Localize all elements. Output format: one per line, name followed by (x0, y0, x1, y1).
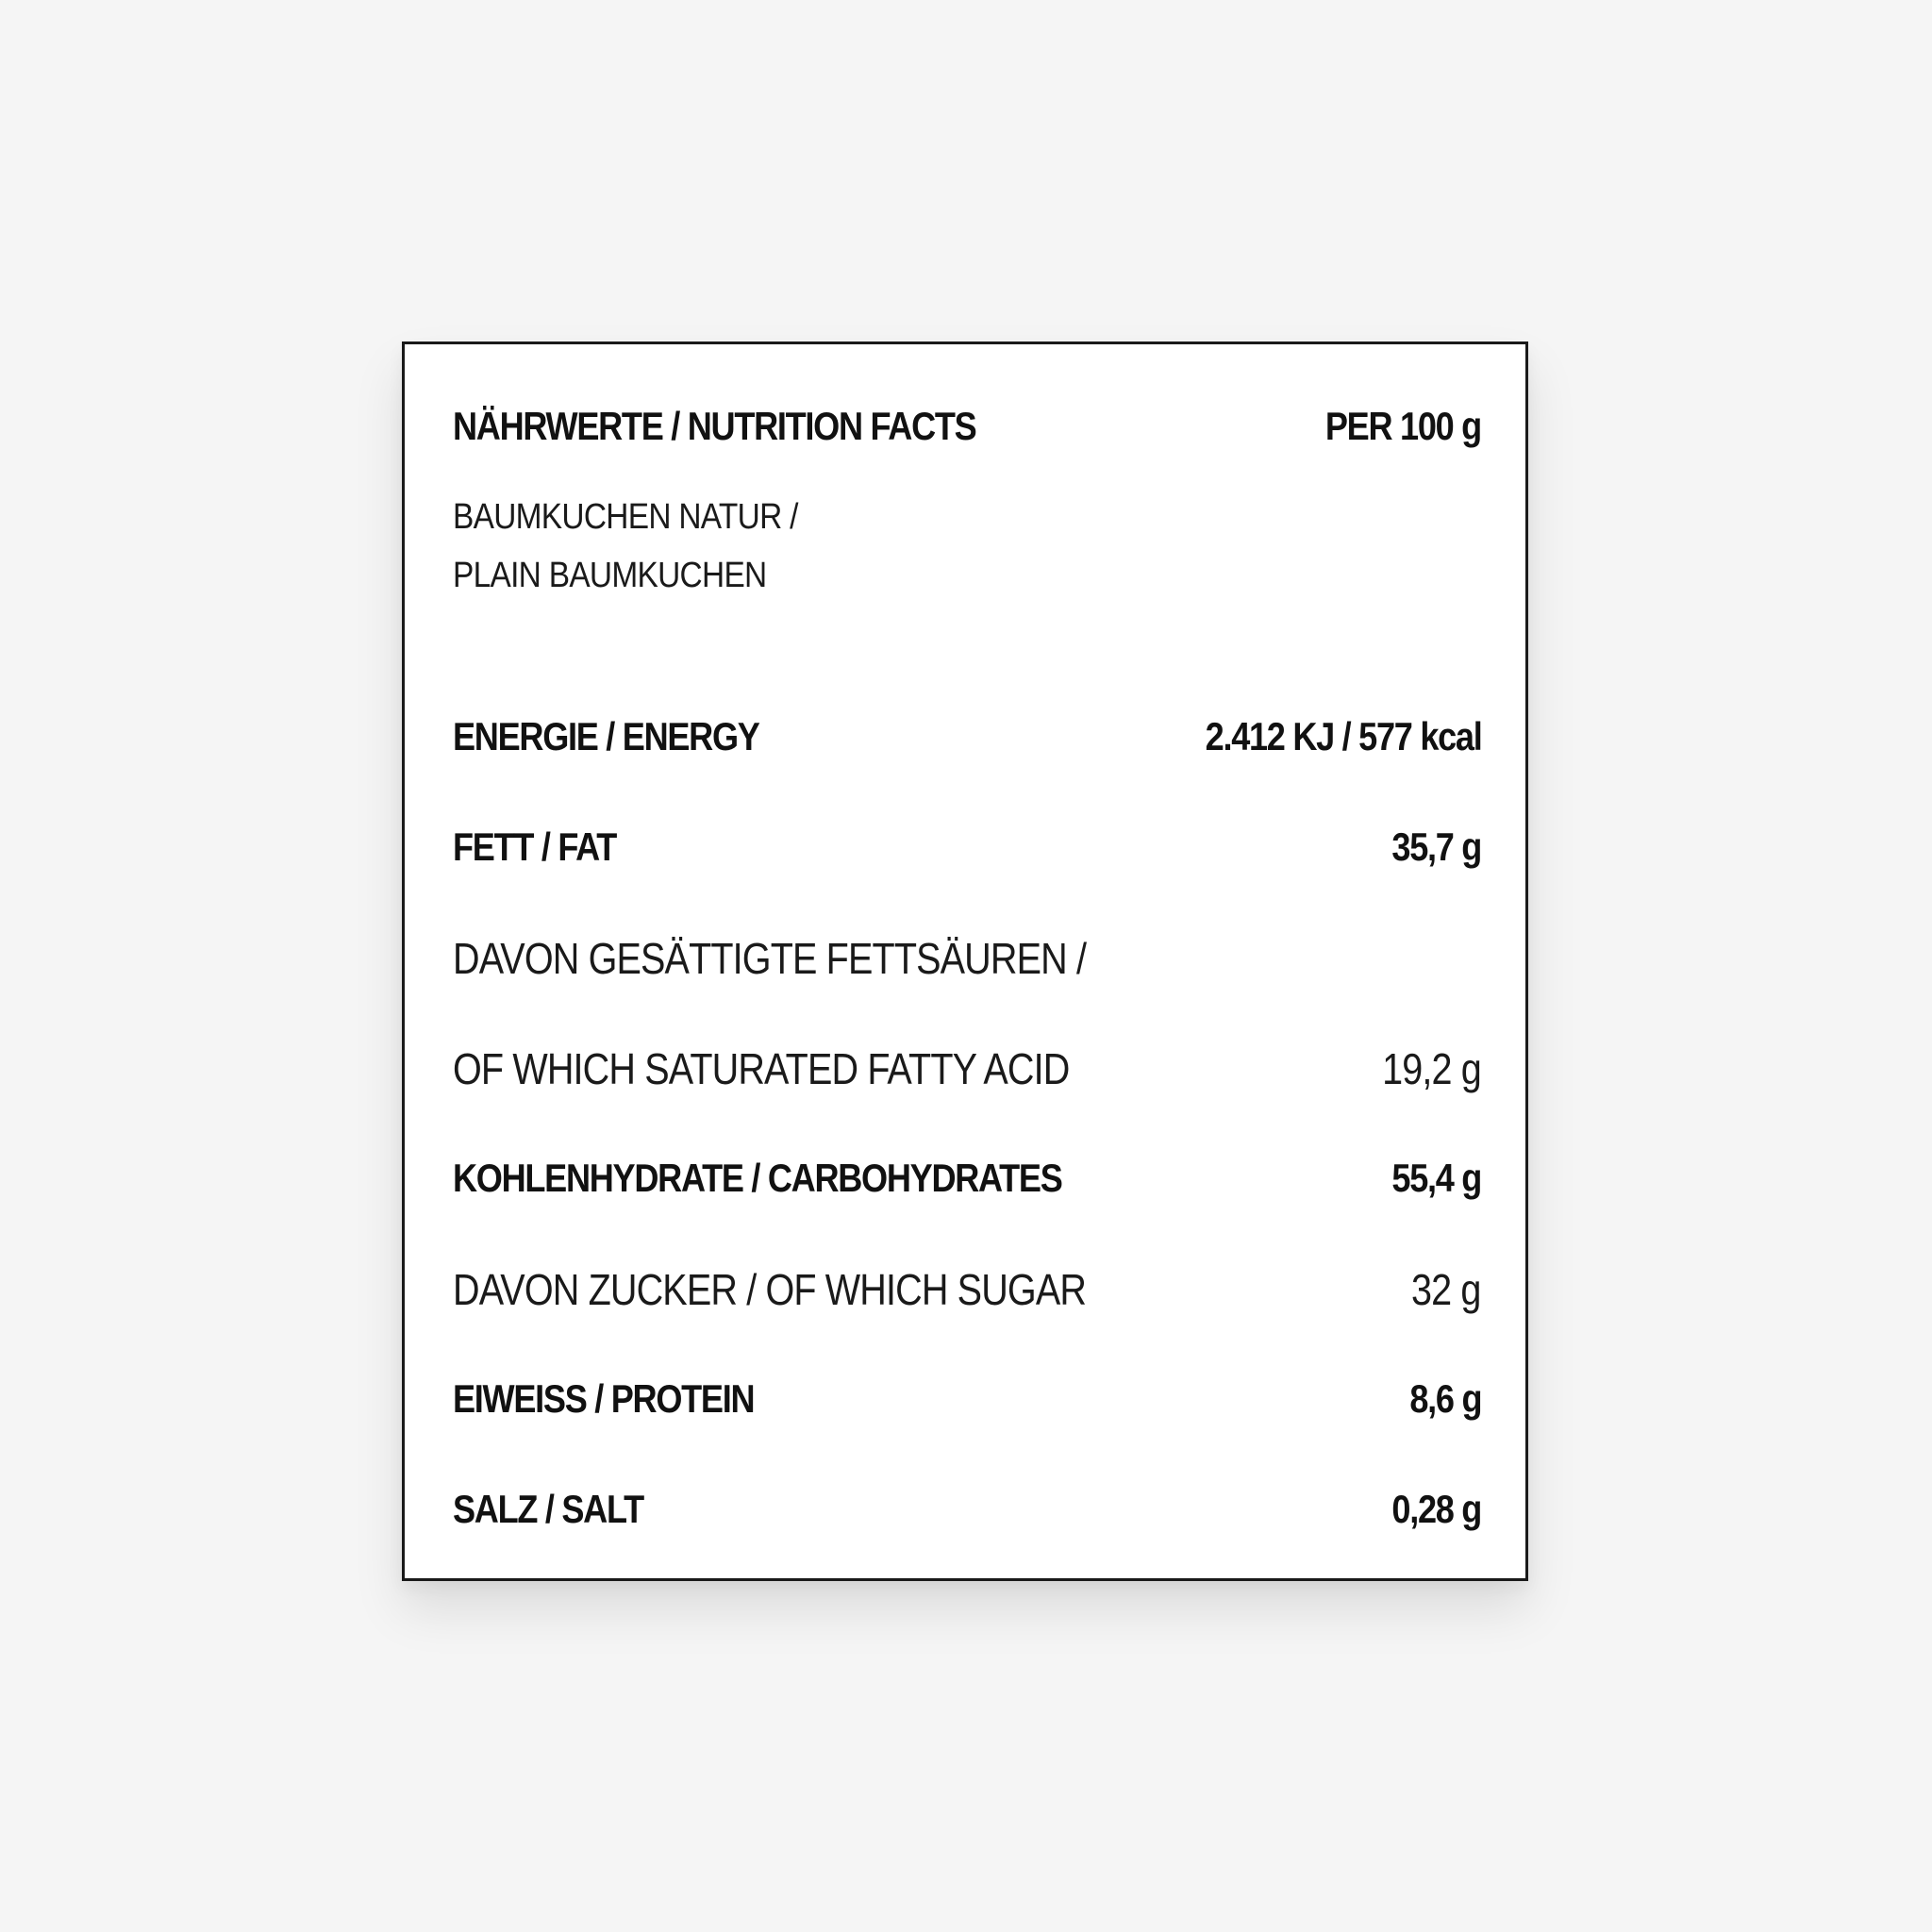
row-value: 2.412 KJ / 577 kcal (1205, 714, 1481, 758)
nutrition-label (402, 341, 1528, 1581)
row-label: SALZ / SALT (453, 1487, 643, 1531)
header-row (453, 404, 1481, 449)
row-value: 55,4 g (1391, 1156, 1481, 1200)
row-value: 35,7 g (1391, 824, 1481, 869)
row-saturated-en (453, 1043, 1481, 1094)
row-label: DAVON GESÄTTIGTE FETTSÄUREN / (453, 934, 1087, 983)
row-label: FETT / FAT (453, 824, 617, 869)
header-title: NÄHRWERTE / NUTRITION FACTS (453, 404, 976, 448)
row-label: DAVON ZUCKER / OF WHICH SUGAR (453, 1265, 1087, 1314)
row-label: EIWEISS / PROTEIN (453, 1376, 755, 1421)
row-value: 19,2 g (1382, 1044, 1481, 1093)
row-label: KOHLENHYDRATE / CARBOHYDRATES (453, 1156, 1062, 1200)
row-energy (453, 714, 1481, 759)
product-name (453, 488, 845, 605)
row-label: ENERGIE / ENERGY (453, 714, 759, 758)
row-protein (453, 1376, 1481, 1422)
row-salt (453, 1487, 1481, 1532)
row-fat (453, 824, 1481, 870)
row-sugar (453, 1264, 1481, 1315)
row-value: 32 g (1411, 1265, 1481, 1314)
row-label: OF WHICH SATURATED FATTY ACID (453, 1044, 1070, 1093)
product-line-1: BAUMKUCHEN NATUR / (453, 497, 798, 537)
row-carbohydrates (453, 1156, 1481, 1201)
header-per: PER 100 g (1324, 404, 1481, 448)
row-saturated-de (453, 933, 1481, 984)
row-value: 8,6 g (1409, 1376, 1481, 1421)
product-line-2: PLAIN BAUMKUCHEN (453, 556, 767, 595)
row-value: 0,28 g (1391, 1487, 1481, 1531)
